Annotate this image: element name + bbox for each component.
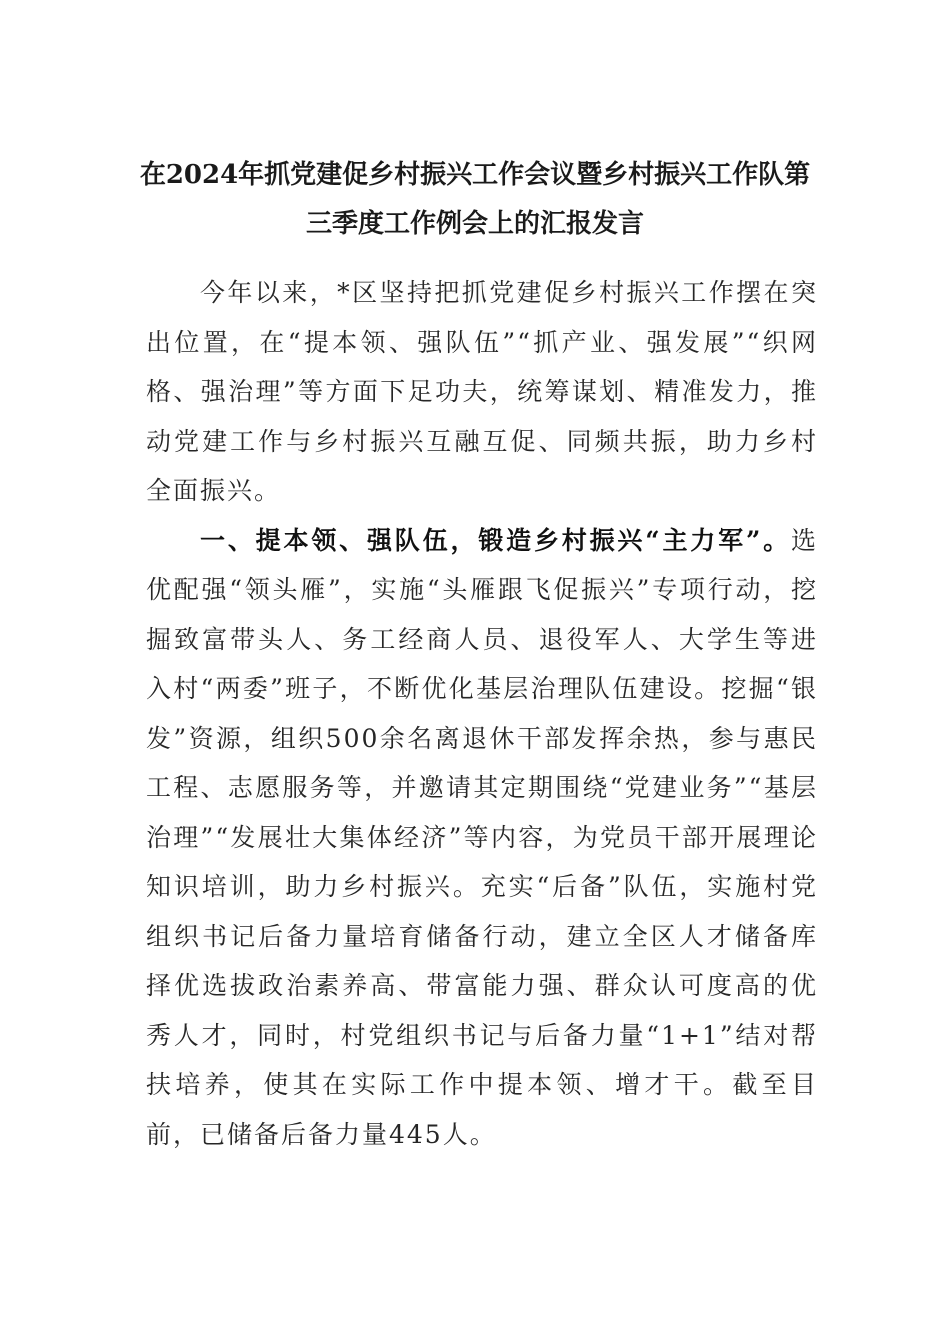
document-title-line-2: 三季度工作例会上的汇报发言 xyxy=(305,209,644,239)
section-1-body: 选优配强“领头雁”，实施“头雁跟飞促振兴”专项行动，挖掘致富带头人、务工经商人员、退役军人、大学生等进入村“两委”班子，不断优化基层治理队伍建设。挖掘“银发”资源，组织500余名离退休干部发挥余热，参与惠民工程、志愿服务等，并邀请其定期围绕“党建业务”“基层治理”“发展壮大集体经济”等内容，为党员干部开展理论知识培训，助力乡村振兴。充实“后备”队伍，实施村党组织书记后备力量培育储备行动，建立全区人才储备库择优选拔政治素养高、带富能力强、群众认可度高的优秀人才，同时，村党组织书记与后备力量“1+1”结对帮扶培养，使其在实际工作中提本领、增才干。截至目前，已储备后备力量445人。 xyxy=(146,525,818,1149)
section-1-heading: 一、提本领、强队伍，锻造乡村振兴“主力军”。 xyxy=(200,525,791,555)
intro-paragraph: 今年以来，*区坚持把抓党建促乡村振兴工作摆在突出位置，在“提本领、强队伍”“抓产业、强发展”“织网格、强治理”等方面下足功夫，统筹谋划、精准发力，推动党建工作与乡村振兴互融互促、同频共振，助力乡村全面振兴。 xyxy=(146,278,818,505)
section-1-paragraph xyxy=(146,516,818,1160)
document-body xyxy=(146,268,818,1159)
document-title-line-1: 在2024年抓党建促乡村振兴工作会议暨乡村振兴工作队第 xyxy=(139,160,811,190)
